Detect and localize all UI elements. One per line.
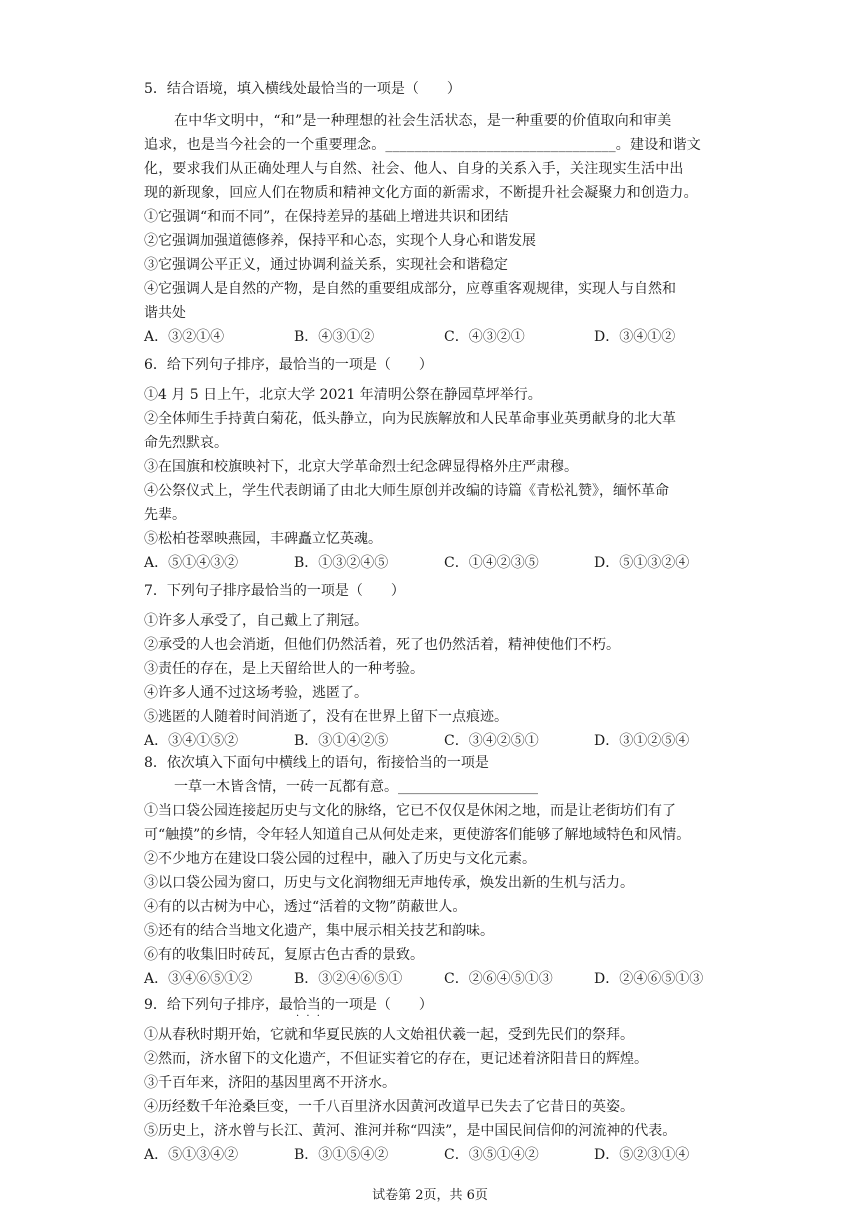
option-b[interactable]: B．④③①② — [294, 329, 375, 345]
q5-item: ③它强调公平正义，通过协调利益关系，实现社会和谐稳定 — [144, 257, 508, 273]
q5-passage-line: 现的新现象，回应人们在物质和精神文化方面的新需求，不断提升社会凝聚力和创造力。 — [144, 185, 698, 201]
q5-item: 谐共处 — [144, 305, 186, 321]
q6-item: ②全体师生手持黄白菊花，低头静立，向为民族解放和人民革命事业英勇献身的北大革 — [144, 411, 676, 427]
option-c[interactable]: C．③⑤①④② — [444, 1147, 539, 1163]
option-d[interactable]: D．⑤②③①④ — [594, 1147, 690, 1163]
q9-item: ①从春秋时期开始，它就和华夏民族的人文始祖伏羲一起，受到先民们的祭拜。 — [144, 1027, 634, 1043]
option-b[interactable]: B．③②④⑥⑤① — [294, 971, 403, 987]
q8-options — [144, 968, 724, 990]
q8-item: ④有的以古树为中心，透过“活着的文物”荫蔽世人。 — [144, 899, 467, 915]
option-b[interactable]: B．③①⑤④② — [294, 1147, 389, 1163]
option-c[interactable]: C．④③②① — [444, 329, 525, 345]
option-d[interactable]: D．⑤①③②④ — [594, 555, 690, 571]
q7-item: ①许多人承受了，自己戴上了荆冠。 — [144, 613, 368, 629]
q5-item: ①它强调“和而不同”，在保持差异的基础上增进共识和团结 — [144, 209, 509, 225]
q6-item: ③在国旗和校旗映衬下，北京大学革命烈士纪念碑显得格外庄严肃穆。 — [144, 459, 578, 475]
emphasis-dots: · · · — [296, 1011, 322, 1022]
q9-item: ②然而，济水留下的文化遗产，不但证实着它的存在，更记述着济阳昔日的辉煌。 — [144, 1051, 648, 1067]
q9-item: ④历经数千年沧桑巨变，一千八百里济水因黄河改道早已失去了它昔日的英姿。 — [144, 1099, 634, 1115]
option-a[interactable]: A．⑤①③④② — [144, 1147, 239, 1163]
option-a[interactable]: A．③④⑥⑤①② — [144, 971, 253, 987]
question-5-title: 5．结合语境，填入横线处最恰当的一项是（ ） — [144, 81, 461, 97]
q8-item: ⑤还有的结合当地文化遗产，集中展示相关技艺和韵味。 — [144, 923, 494, 939]
question-8-title: 8．依次填入下面句中横线上的语句，衔接恰当的一项是 — [144, 755, 489, 771]
q5-item: ②它强调加强道德修养，保持平和心态，实现个人身心和谐发展 — [144, 233, 536, 249]
q7-item: ③责任的存在，是上天留给世人的一种考验。 — [144, 661, 424, 677]
q5-item: ④它强调人是自然的产物，是自然的重要组成部分，应尊重客观规律，实现人与自然和 — [144, 281, 676, 297]
q8-lead-sentence: 一草一木皆含情，一砖一瓦都有意。____________________ — [174, 779, 538, 795]
q6-item: 命先烈默哀。 — [144, 435, 228, 451]
option-c[interactable]: C．②⑥④⑤①③ — [444, 971, 553, 987]
page-footer: 试卷第 2页，共 6页 — [372, 1188, 488, 1203]
option-a[interactable]: A．③④①⑤② — [144, 733, 239, 749]
q5-passage-line: 化，要求我们从正确处理人与自然、社会、他人、自身的关系入手，关注现实生活中出 — [144, 161, 684, 177]
q5-passage-line: 在中华文明中，“和”是一种理想的社会生活状态，是一种重要的价值取向和审美 — [174, 113, 672, 129]
q6-item: ①4 月 5 日上午，北京大学 2021 年清明公祭在静园草坪举行。 — [144, 387, 542, 403]
option-c[interactable]: C．①④②③⑤ — [444, 555, 539, 571]
q8-item: 可“触摸”的乡情，令年轻人知道自己从何处走来，更使游客们能够了解地域特色和风情。 — [144, 827, 691, 843]
option-d[interactable]: D．③④①② — [594, 329, 676, 345]
q8-item: ①当口袋公园连接起历史与文化的脉络，它已不仅仅是休闲之地，而是让老街坊们有了 — [144, 803, 676, 819]
q5-passage-line: 追求，也是当今社会的一个重要理念。________________________________。建设和谐文 — [144, 137, 701, 153]
q6-item: 先辈。 — [144, 507, 186, 523]
q5-options — [144, 326, 724, 348]
q8-item: ③以口袋公园为窗口，历史与文化润物细无声地传承，焕发出新的生机与活力。 — [144, 875, 634, 891]
option-d[interactable]: D．③①②⑤④ — [594, 733, 690, 749]
option-a[interactable]: A．③②①④ — [144, 329, 225, 345]
option-d[interactable]: D．②④⑥⑤①③ — [594, 971, 704, 987]
q7-item: ④许多人通不过这场考验，逃匿了。 — [144, 685, 368, 701]
question-9-title: 9．给下列句子排序，最恰当的一项是（ ） — [144, 997, 433, 1013]
q9-item: ③千百年来，济阳的基因里离不开济水。 — [144, 1075, 396, 1091]
q7-item: ②承受的人也会消逝，但他们仍然活着，死了也仍然活着，精神使他们不朽。 — [144, 637, 620, 653]
q7-options — [144, 730, 724, 752]
option-c[interactable]: C．③④②⑤① — [444, 733, 539, 749]
question-6-title: 6．给下列句子排序，最恰当的一项是（ ） — [144, 357, 433, 373]
q7-item: ⑤逃匿的人随着时间消逝了，没有在世界上留下一点痕迹。 — [144, 709, 508, 725]
option-b[interactable]: B．①③②④⑤ — [294, 555, 389, 571]
q9-item: ⑤历史上，济水曾与长江、黄河、淮河并称“四渎”，是中国民间信仰的河流神的代表。 — [144, 1123, 677, 1139]
option-a[interactable]: A．⑤①④③② — [144, 555, 239, 571]
question-7-title: 7．下列句子排序最恰当的一项是（ ） — [144, 583, 405, 599]
q6-options — [144, 552, 724, 574]
q8-item: ⑥有的收集旧时砖瓦，复原古色古香的景致。 — [144, 947, 424, 963]
q8-item: ②不少地方在建设口袋公园的过程中，融入了历史与文化元素。 — [144, 851, 536, 867]
q6-item: ⑤松柏苍翠映燕园，丰碑矗立忆英魂。 — [144, 531, 382, 547]
option-b[interactable]: B．③①④②⑤ — [294, 733, 389, 749]
q6-item: ④公祭仪式上，学生代表朗诵了由北大师生原创并改编的诗篇《青松礼赞》，缅怀革命 — [144, 483, 669, 499]
q9-options — [144, 1144, 724, 1166]
